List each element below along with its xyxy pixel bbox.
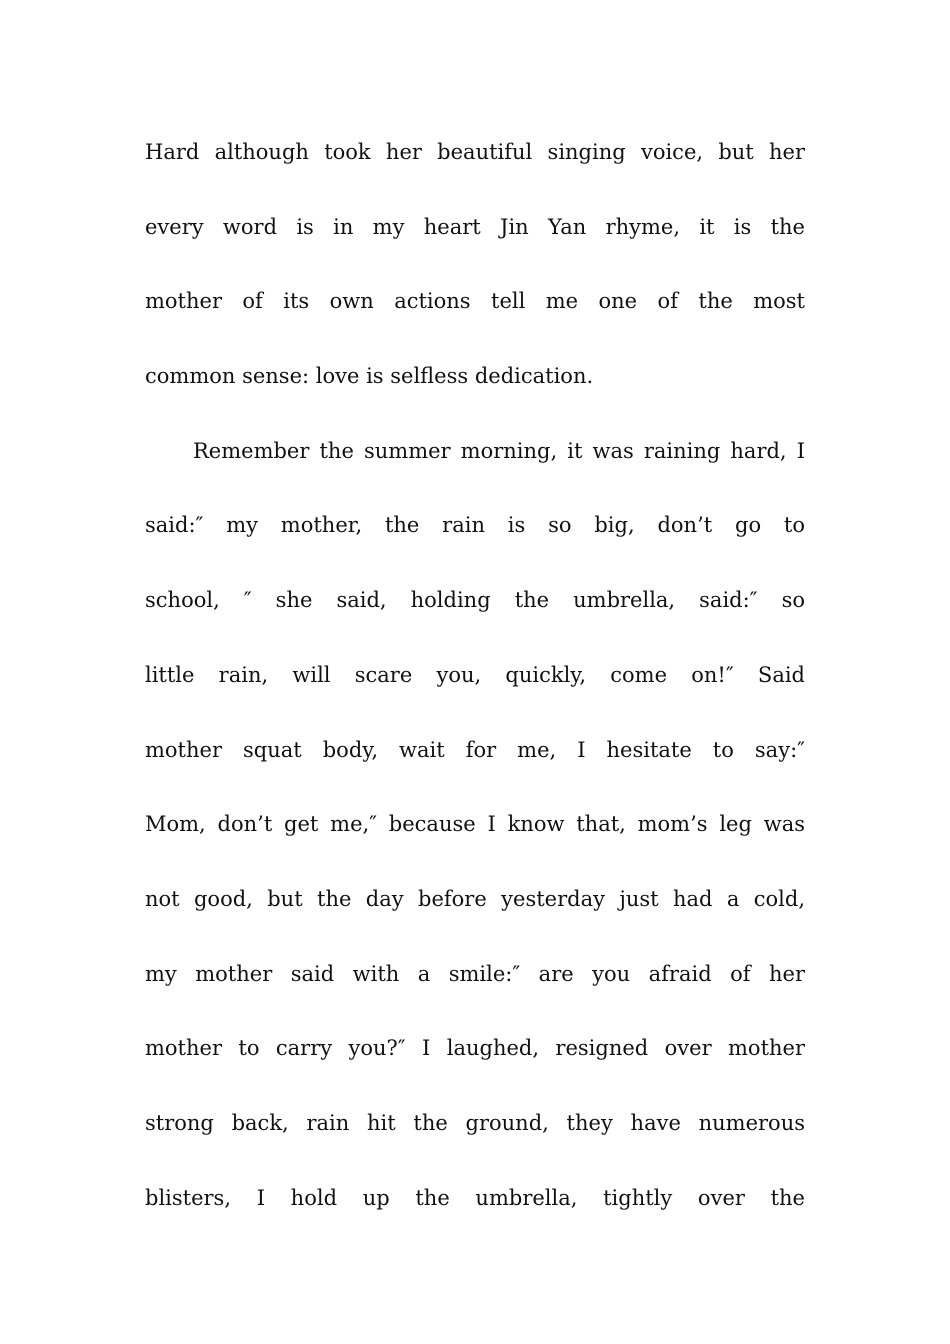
- text-line: mother of its own actions tell me one of the most: [145, 289, 805, 314]
- text-line: Hard although took her beautiful singing voice, but her: [145, 140, 805, 164]
- text-line: strong back, rain hit the ground, they have numerous: [145, 1110, 805, 1135]
- text-line: mother to carry you?″ I laughed, resigned over mother: [145, 1036, 805, 1061]
- text-line: said:″ my mother, the rain is so big, don’t go to: [145, 513, 805, 538]
- text-line: not good, but the day before yesterday just had a cold,: [145, 886, 805, 911]
- text-line: blisters, I hold up the umbrella, tightly over the: [145, 1185, 805, 1210]
- text-line: mother squat body, wait for me, I hesitate to say:″: [145, 737, 805, 762]
- text-line: Mom, don’t get me,″ because I know that, mom’s leg was: [145, 812, 805, 837]
- text-line: Remember the summer morning, it was raining hard, I: [193, 438, 805, 463]
- body-text: [145, 126, 805, 1246]
- text-line: school, ″ she said, holding the umbrella, said:″ so: [145, 588, 805, 613]
- text-line: every word is in my heart Jin Yan rhyme, it is the: [145, 214, 805, 239]
- text-line: my mother said with a smile:″ are you afraid of her: [145, 961, 805, 986]
- text-line: common sense: love is selfless dedication.: [145, 364, 594, 389]
- text-line: little rain, will scare you, quickly, come on!″ Said: [145, 662, 805, 687]
